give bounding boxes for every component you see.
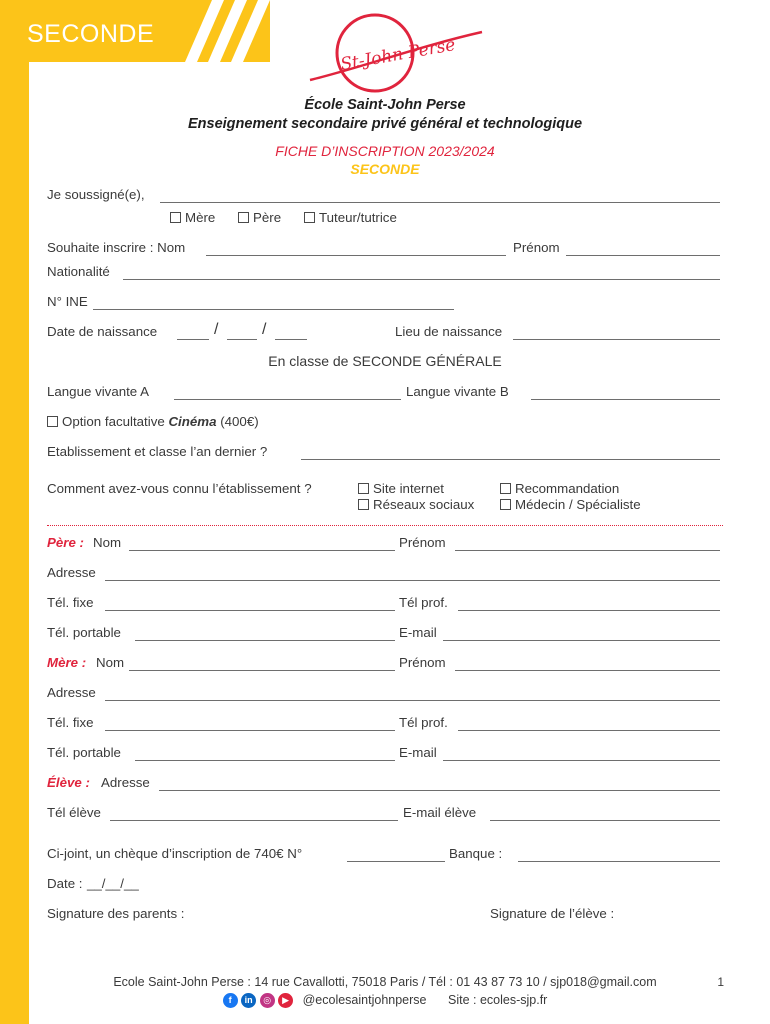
nationalite-row — [47, 264, 720, 284]
mere-adresse-label: Adresse — [47, 685, 96, 700]
pere-tel-fixe-field[interactable] — [105, 610, 395, 611]
school-name: École Saint-John Perse — [304, 97, 466, 113]
footer-address: Ecole Saint-John Perse : 14 rue Cavallotti, 75018 Paris / Tél : 01 43 87 73 10 / sjp018@gmail.com — [113, 975, 657, 989]
mere-tel-portable-field[interactable] — [135, 760, 395, 761]
naissance-row — [47, 321, 720, 344]
lieu-label: Lieu de naissance — [395, 324, 503, 339]
relation-option-mere[interactable]: Mère — [170, 210, 215, 225]
connu-option-reseaux[interactable]: Réseaux sociaux — [358, 497, 474, 512]
pere-tel-prof-label: Tél prof. — [399, 595, 448, 610]
school-subtitle: Enseignement secondaire privé général et technologique — [187, 116, 583, 132]
connu-option-site[interactable]: Site internet — [358, 481, 444, 496]
connu-option-recommandation[interactable]: Recommandation — [500, 481, 619, 496]
soussigne-field[interactable] — [160, 202, 720, 203]
eleve-adresse-row — [47, 775, 720, 795]
section-divider — [47, 525, 723, 526]
youtube-icon[interactable]: ▶ — [278, 993, 293, 1008]
linkedin-icon[interactable]: in — [241, 993, 256, 1008]
pere-email-field[interactable] — [443, 640, 720, 641]
classe-heading: En classe de SECONDE GÉNÉRALE — [268, 353, 502, 369]
nationalite-label: Nationalité — [47, 264, 110, 279]
pere-heading: Père : — [47, 535, 84, 550]
langues-row — [47, 384, 720, 404]
option-name: Cinéma — [168, 414, 217, 429]
pere-adresse-field[interactable] — [105, 580, 720, 581]
pere-adresse-label: Adresse — [47, 565, 96, 580]
pere-email-label: E-mail — [399, 625, 437, 640]
mere-tel-prof-field[interactable] — [458, 730, 720, 731]
pere-nom-row — [47, 535, 720, 555]
relation-option-tuteur[interactable]: Tuteur/tutrice — [304, 210, 397, 225]
soussigne-row — [47, 187, 720, 207]
etablissement-label: Etablissement et classe l’an dernier ? — [47, 444, 268, 459]
lieu-field[interactable] — [513, 339, 720, 340]
footer-social-row — [0, 993, 770, 1008]
pere-tel-row — [47, 595, 720, 615]
banner-title: SECONDE — [27, 20, 155, 48]
cheque-label: Ci-joint, un chèque d’inscription de 740€ N° — [47, 846, 303, 861]
mere-heading: Mère : — [47, 655, 87, 670]
eleve-email-field[interactable] — [490, 820, 720, 821]
dob-day-field[interactable] — [177, 339, 209, 340]
pere-prenom-field[interactable] — [455, 550, 720, 551]
pere-nom-label: Nom — [93, 535, 122, 550]
page-number: 1 — [717, 975, 724, 989]
signature-parents-label: Signature des parents : — [47, 906, 185, 921]
ine-field[interactable] — [93, 309, 454, 310]
checkbox[interactable] — [47, 416, 58, 427]
souhaite-label: Souhaite inscrire : Nom — [47, 240, 186, 255]
relation-option-pere[interactable]: Père — [238, 210, 281, 225]
mere-nom-label: Nom — [96, 655, 125, 670]
dob-year-field[interactable] — [275, 339, 307, 340]
mere-tel-portable-label: Tél. portable — [47, 745, 121, 760]
etablissement-field[interactable] — [301, 459, 720, 460]
banque-label: Banque : — [449, 846, 503, 861]
date-row — [47, 876, 720, 896]
cheque-number-field[interactable] — [347, 861, 445, 862]
option-row — [47, 414, 720, 434]
etablissement-row — [47, 444, 720, 464]
pere-tel-fixe-label: Tél. fixe — [47, 595, 94, 610]
checkbox[interactable] — [358, 483, 369, 494]
cheque-row — [47, 846, 720, 866]
soussigne-label: Je soussigné(e), — [47, 187, 145, 202]
pere-tel-prof-field[interactable] — [458, 610, 720, 611]
eleve-tel-label: Tél élève — [47, 805, 101, 820]
mere-adresse-field[interactable] — [105, 700, 720, 701]
mere-nom-row — [47, 655, 720, 675]
langue-a-field[interactable] — [174, 399, 401, 400]
mere-email-field[interactable] — [443, 760, 720, 761]
eleve-nom-field[interactable] — [206, 255, 506, 256]
form-title: FICHE D’INSCRIPTION 2023/2024 — [275, 143, 495, 159]
signature-row — [47, 906, 720, 926]
facebook-icon[interactable]: f — [223, 993, 238, 1008]
social-handle[interactable]: @ecolesaintjohnperse — [302, 993, 427, 1007]
nationalite-field[interactable] — [123, 279, 720, 280]
connu-option-medecin[interactable]: Médecin / Spécialiste — [500, 497, 641, 512]
checkbox[interactable] — [238, 212, 249, 223]
prenom-label: Prénom — [513, 240, 560, 255]
school-logo — [300, 8, 500, 98]
eleve-prenom-field[interactable] — [566, 255, 720, 256]
eleve-contact-row — [47, 805, 720, 825]
mere-portable-row — [47, 745, 720, 765]
souhaite-row — [47, 240, 720, 260]
pere-portable-row — [47, 625, 720, 645]
dob-month-field[interactable] — [227, 339, 257, 340]
banque-field[interactable] — [518, 861, 720, 862]
option-cinema-checkbox[interactable]: Option facultative Cinéma (400€) — [47, 414, 259, 429]
connu-row-2 — [47, 497, 720, 517]
site-link[interactable]: Site : ecoles-sjp.fr — [447, 993, 548, 1007]
mere-email-label: E-mail — [399, 745, 437, 760]
checkbox[interactable] — [358, 499, 369, 510]
pere-nom-field[interactable] — [129, 550, 395, 551]
pere-tel-portable-label: Tél. portable — [47, 625, 121, 640]
date-field[interactable]: __/__/__ — [87, 876, 139, 891]
dob-label: Date de naissance — [47, 324, 158, 339]
pere-adresse-row — [47, 565, 720, 585]
dob-separator: / — [262, 321, 267, 338]
connu-label: Comment avez-vous connu l’établissement ? — [47, 481, 312, 496]
date-label: Date : — [47, 876, 83, 891]
mere-tel-prof-label: Tél prof. — [399, 715, 448, 730]
checkbox[interactable] — [500, 499, 511, 510]
langue-b-label: Langue vivante B — [406, 384, 509, 399]
langue-b-field[interactable] — [531, 399, 720, 400]
eleve-email-label: E-mail élève — [403, 805, 477, 820]
checkbox[interactable] — [500, 483, 511, 494]
pere-tel-portable-field[interactable] — [135, 640, 395, 641]
mere-tel-fixe-label: Tél. fixe — [47, 715, 94, 730]
mere-prenom-label: Prénom — [399, 655, 446, 670]
option-price: (400€) — [220, 414, 259, 429]
langue-a-label: Langue vivante A — [47, 384, 150, 399]
checkbox[interactable] — [170, 212, 181, 223]
ine-row — [47, 294, 720, 314]
mere-tel-fixe-field[interactable] — [105, 730, 395, 731]
relation-row — [47, 210, 720, 230]
signature-eleve-label: Signature de l’élève : — [490, 906, 615, 921]
dob-separator: / — [214, 321, 219, 338]
mere-prenom-field[interactable] — [455, 670, 720, 671]
mere-tel-row — [47, 715, 720, 735]
mere-adresse-row — [47, 685, 720, 705]
eleve-tel-field[interactable] — [110, 820, 398, 821]
checkbox[interactable] — [304, 212, 315, 223]
instagram-icon[interactable]: ◎ — [260, 993, 275, 1008]
eleve-adresse-label: Adresse — [101, 775, 150, 790]
eleve-heading: Élève : — [47, 775, 90, 790]
pere-prenom-label: Prénom — [399, 535, 446, 550]
top-banner — [0, 0, 270, 62]
mere-nom-field[interactable] — [129, 670, 395, 671]
eleve-adresse-field[interactable] — [159, 790, 720, 791]
logo-text: St-John Perse — [338, 35, 457, 75]
ine-label: N° INE — [47, 294, 88, 309]
form-level: SECONDE — [350, 161, 420, 177]
